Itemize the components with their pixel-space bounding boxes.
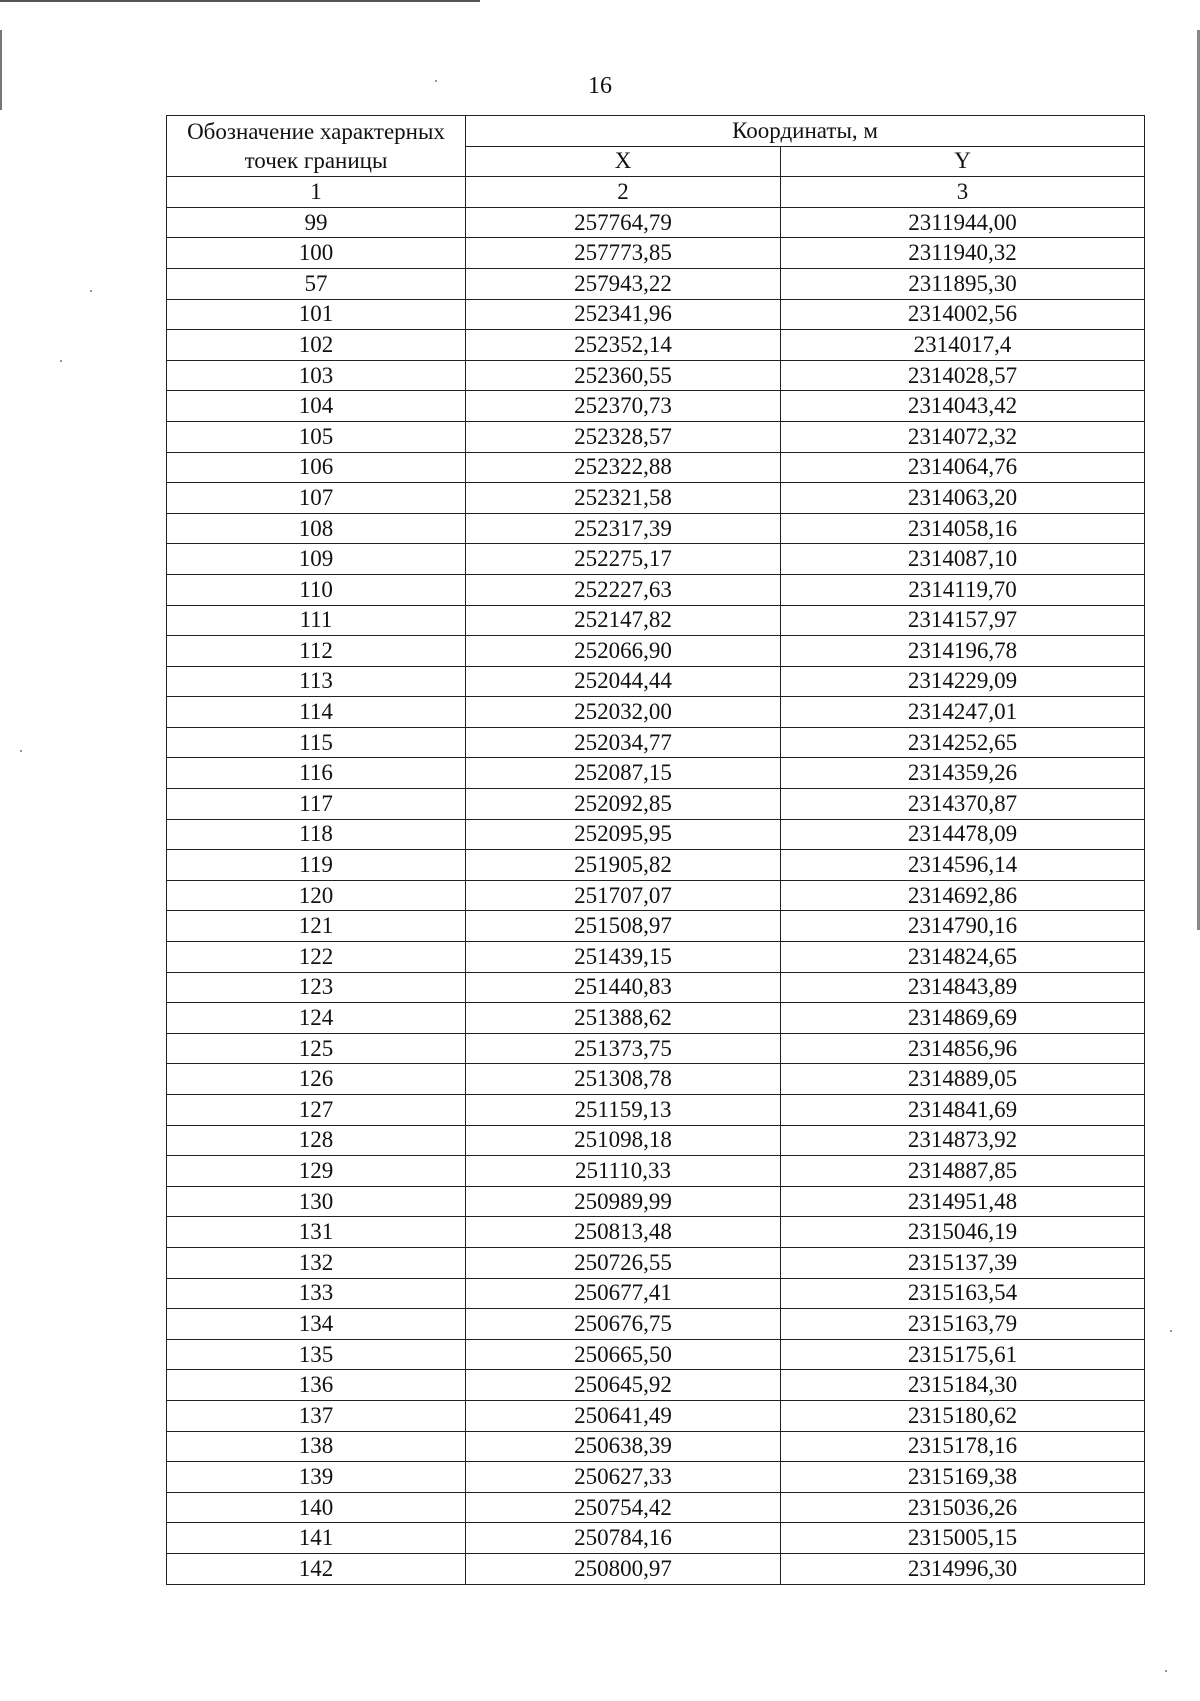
x-cell: 257943,22 — [466, 268, 781, 299]
point-cell: 136 — [167, 1370, 466, 1401]
y-cell: 2314043,42 — [781, 391, 1145, 422]
table-row — [167, 1156, 1145, 1187]
y-cell: 2314087,10 — [781, 544, 1145, 575]
x-cell: 252321,58 — [466, 483, 781, 514]
x-cell: 250676,75 — [466, 1309, 781, 1340]
point-cell: 109 — [167, 544, 466, 575]
y-cell: 2314196,78 — [781, 636, 1145, 667]
point-cell: 117 — [167, 789, 466, 820]
x-cell: 251905,82 — [466, 850, 781, 881]
point-cell: 100 — [167, 238, 466, 269]
x-cell: 251707,07 — [466, 880, 781, 911]
point-cell: 102 — [167, 330, 466, 361]
x-cell: 250726,55 — [466, 1247, 781, 1278]
point-cell: 123 — [167, 972, 466, 1003]
table-row — [167, 850, 1145, 881]
x-cell: 252092,85 — [466, 789, 781, 820]
x-cell: 250645,92 — [466, 1370, 781, 1401]
point-cell: 124 — [167, 1003, 466, 1034]
y-cell: 2314478,09 — [781, 819, 1145, 850]
table-row — [167, 268, 1145, 299]
x-cell: 251110,33 — [466, 1156, 781, 1187]
table-row — [167, 1523, 1145, 1554]
page-number: 16 — [588, 73, 612, 99]
y-cell: 2314790,16 — [781, 911, 1145, 942]
x-cell: 252275,17 — [466, 544, 781, 575]
x-cell: 257764,79 — [466, 207, 781, 238]
point-cell: 99 — [167, 207, 466, 238]
y-cell: 2314692,86 — [781, 880, 1145, 911]
point-cell: 105 — [167, 421, 466, 452]
y-cell: 2315137,39 — [781, 1247, 1145, 1278]
point-cell: 115 — [167, 727, 466, 758]
scan-speck — [1170, 1330, 1172, 1332]
y-cell: 2314063,20 — [781, 483, 1145, 514]
table-row — [167, 727, 1145, 758]
point-cell: 125 — [167, 1033, 466, 1064]
x-cell: 252370,73 — [466, 391, 781, 422]
point-cell: 107 — [167, 483, 466, 514]
y-cell: 2314359,26 — [781, 758, 1145, 789]
y-cell: 2311940,32 — [781, 238, 1145, 269]
x-cell: 250813,48 — [466, 1217, 781, 1248]
y-cell: 2314028,57 — [781, 360, 1145, 391]
table-row — [167, 483, 1145, 514]
table-body — [167, 207, 1145, 1584]
point-cell: 139 — [167, 1462, 466, 1493]
table-row — [167, 1309, 1145, 1340]
table-row — [167, 758, 1145, 789]
table-row — [167, 1492, 1145, 1523]
y-cell: 2314841,69 — [781, 1095, 1145, 1126]
point-cell: 137 — [167, 1400, 466, 1431]
table-row — [167, 391, 1145, 422]
table-row — [167, 972, 1145, 1003]
x-cell: 252044,44 — [466, 666, 781, 697]
point-cell: 131 — [167, 1217, 466, 1248]
x-cell: 251098,18 — [466, 1125, 781, 1156]
scan-speck — [1165, 1670, 1167, 1672]
table-row — [167, 1278, 1145, 1309]
table-row — [167, 330, 1145, 361]
table-row — [167, 697, 1145, 728]
y-cell: 2315046,19 — [781, 1217, 1145, 1248]
table-row — [167, 911, 1145, 942]
x-cell: 252341,96 — [466, 299, 781, 330]
point-cell: 134 — [167, 1309, 466, 1340]
scan-edge-top — [0, 0, 480, 2]
x-cell: 252066,90 — [466, 636, 781, 667]
point-cell: 138 — [167, 1431, 466, 1462]
header-y: Y — [781, 146, 1145, 177]
table-row — [167, 1431, 1145, 1462]
table-row — [167, 666, 1145, 697]
y-cell: 2314072,32 — [781, 421, 1145, 452]
table-row — [167, 1095, 1145, 1126]
y-cell: 2311944,00 — [781, 207, 1145, 238]
point-cell: 128 — [167, 1125, 466, 1156]
point-cell: 126 — [167, 1064, 466, 1095]
y-cell: 2314229,09 — [781, 666, 1145, 697]
point-cell: 110 — [167, 574, 466, 605]
x-cell: 252328,57 — [466, 421, 781, 452]
x-cell: 252322,88 — [466, 452, 781, 483]
table-row — [167, 1186, 1145, 1217]
point-cell: 127 — [167, 1095, 466, 1126]
table-row — [167, 299, 1145, 330]
table-row — [167, 1033, 1145, 1064]
y-cell: 2314873,92 — [781, 1125, 1145, 1156]
y-cell: 2314252,65 — [781, 727, 1145, 758]
y-cell: 2314596,14 — [781, 850, 1145, 881]
y-cell: 2314002,56 — [781, 299, 1145, 330]
scan-speck — [20, 750, 22, 752]
x-cell: 252034,77 — [466, 727, 781, 758]
point-cell: 119 — [167, 850, 466, 881]
point-cell: 142 — [167, 1553, 466, 1584]
x-cell: 252352,14 — [466, 330, 781, 361]
table-row — [167, 452, 1145, 483]
point-cell: 135 — [167, 1339, 466, 1370]
y-cell: 2315180,62 — [781, 1400, 1145, 1431]
y-cell: 2314869,69 — [781, 1003, 1145, 1034]
y-cell: 2315178,16 — [781, 1431, 1145, 1462]
y-cell: 2315175,61 — [781, 1339, 1145, 1370]
x-cell: 250641,49 — [466, 1400, 781, 1431]
point-cell: 113 — [167, 666, 466, 697]
point-cell: 141 — [167, 1523, 466, 1554]
x-cell: 250800,97 — [466, 1553, 781, 1584]
point-cell: 103 — [167, 360, 466, 391]
table-row — [167, 421, 1145, 452]
column-number-2: 2 — [466, 177, 781, 208]
table-row — [167, 207, 1145, 238]
table-row — [167, 1553, 1145, 1584]
y-cell: 2314058,16 — [781, 513, 1145, 544]
scan-speck — [60, 360, 62, 362]
x-cell: 251373,75 — [466, 1033, 781, 1064]
point-cell: 106 — [167, 452, 466, 483]
table-row — [167, 1003, 1145, 1034]
point-cell: 132 — [167, 1247, 466, 1278]
table-row — [167, 942, 1145, 973]
y-cell: 2315163,54 — [781, 1278, 1145, 1309]
header-point-designation: Обозначение характерных точек границы — [167, 116, 466, 177]
point-cell: 111 — [167, 605, 466, 636]
y-cell: 2314856,96 — [781, 1033, 1145, 1064]
x-cell: 252360,55 — [466, 360, 781, 391]
x-cell: 252317,39 — [466, 513, 781, 544]
y-cell: 2315184,30 — [781, 1370, 1145, 1401]
y-cell: 2314843,89 — [781, 972, 1145, 1003]
table-row — [167, 574, 1145, 605]
y-cell: 2314887,85 — [781, 1156, 1145, 1187]
table-row — [167, 1339, 1145, 1370]
point-cell: 118 — [167, 819, 466, 850]
header-x: X — [466, 146, 781, 177]
y-cell: 2314996,30 — [781, 1553, 1145, 1584]
table-row — [167, 1370, 1145, 1401]
point-cell: 133 — [167, 1278, 466, 1309]
y-cell: 2314064,76 — [781, 452, 1145, 483]
point-cell: 101 — [167, 299, 466, 330]
table-row — [167, 1064, 1145, 1095]
point-cell: 116 — [167, 758, 466, 789]
x-cell: 252095,95 — [466, 819, 781, 850]
table-row — [167, 513, 1145, 544]
scan-speck — [90, 290, 92, 292]
table-row — [167, 636, 1145, 667]
x-cell: 251308,78 — [466, 1064, 781, 1095]
y-cell: 2314370,87 — [781, 789, 1145, 820]
x-cell: 250989,99 — [466, 1186, 781, 1217]
y-cell: 2314017,4 — [781, 330, 1145, 361]
table-row — [167, 1462, 1145, 1493]
x-cell: 250784,16 — [466, 1523, 781, 1554]
x-cell: 251440,83 — [466, 972, 781, 1003]
y-cell: 2311895,30 — [781, 268, 1145, 299]
x-cell: 252087,15 — [466, 758, 781, 789]
y-cell: 2315036,26 — [781, 1492, 1145, 1523]
point-cell: 130 — [167, 1186, 466, 1217]
x-cell: 251159,13 — [466, 1095, 781, 1126]
table-row — [167, 1217, 1145, 1248]
y-cell: 2315169,38 — [781, 1462, 1145, 1493]
table-row — [167, 544, 1145, 575]
x-cell: 250754,42 — [466, 1492, 781, 1523]
y-cell: 2314824,65 — [781, 942, 1145, 973]
point-cell: 108 — [167, 513, 466, 544]
x-cell: 250627,33 — [466, 1462, 781, 1493]
y-cell: 2315005,15 — [781, 1523, 1145, 1554]
y-cell: 2314157,97 — [781, 605, 1145, 636]
point-cell: 112 — [167, 636, 466, 667]
point-cell: 114 — [167, 697, 466, 728]
column-number-3: 3 — [781, 177, 1145, 208]
x-cell: 250677,41 — [466, 1278, 781, 1309]
x-cell: 252227,63 — [466, 574, 781, 605]
x-cell: 252032,00 — [466, 697, 781, 728]
table-row — [167, 880, 1145, 911]
point-cell: 121 — [167, 911, 466, 942]
x-cell: 250638,39 — [466, 1431, 781, 1462]
table-row — [167, 1247, 1145, 1278]
column-number-1: 1 — [167, 177, 466, 208]
x-cell: 251388,62 — [466, 1003, 781, 1034]
x-cell: 257773,85 — [466, 238, 781, 269]
x-cell: 251439,15 — [466, 942, 781, 973]
y-cell: 2314889,05 — [781, 1064, 1145, 1095]
table-row — [167, 360, 1145, 391]
x-cell: 251508,97 — [466, 911, 781, 942]
point-cell: 120 — [167, 880, 466, 911]
y-cell: 2315163,79 — [781, 1309, 1145, 1340]
x-cell: 250665,50 — [466, 1339, 781, 1370]
table-row — [167, 238, 1145, 269]
point-cell: 129 — [167, 1156, 466, 1187]
point-cell: 122 — [167, 942, 466, 973]
header-coordinates: Координаты, м — [466, 116, 1145, 147]
y-cell: 2314119,70 — [781, 574, 1145, 605]
scan-speck — [435, 80, 437, 82]
point-cell: 104 — [167, 391, 466, 422]
y-cell: 2314951,48 — [781, 1186, 1145, 1217]
table-row — [167, 789, 1145, 820]
table-row — [167, 1400, 1145, 1431]
y-cell: 2314247,01 — [781, 697, 1145, 728]
coordinates-table — [166, 115, 1145, 1585]
table-row — [167, 1125, 1145, 1156]
table-row — [167, 819, 1145, 850]
table-row — [167, 605, 1145, 636]
x-cell: 252147,82 — [466, 605, 781, 636]
point-cell: 140 — [167, 1492, 466, 1523]
point-cell: 57 — [167, 268, 466, 299]
